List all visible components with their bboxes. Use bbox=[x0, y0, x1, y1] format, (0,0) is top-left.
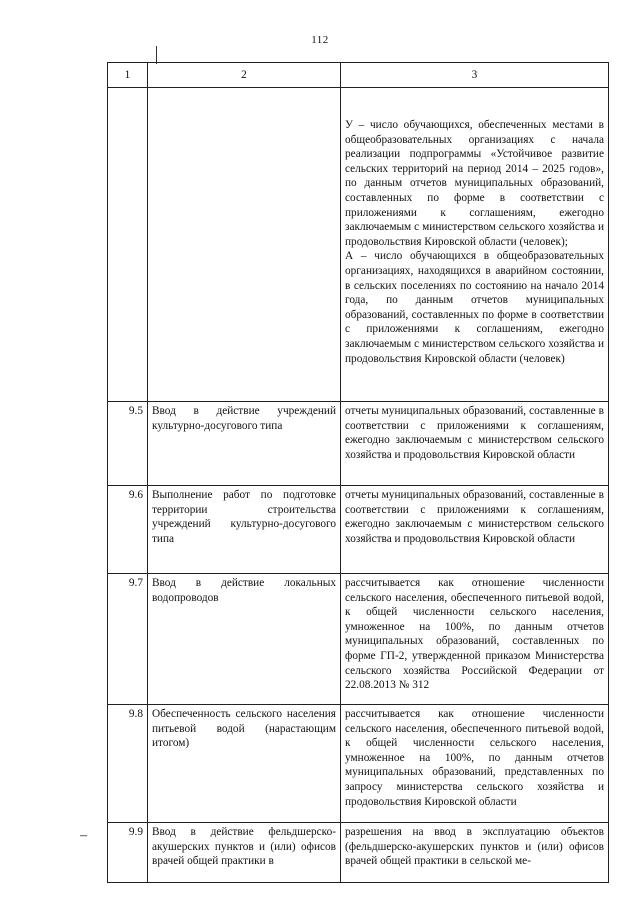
row-number: 9.6 bbox=[108, 486, 148, 574]
method-paragraph: отчеты муниципальных образований, составленные в соответствии с приложениями к соглашениям, ежегодно заключаемым с министерством сельского хозяйства и продовольствия Кировской области bbox=[345, 405, 604, 461]
column-header-number: 1 bbox=[108, 63, 148, 88]
method-paragraph: рассчитывается как отношение численности сельского населения, обеспеченного питьевой водой, к общей численности сельского населения, умноженное на 100%, по данным отчетов муниципальных образований, составленных по форме ГП-2, утвержденной приказом Министерства сельского хозяйства Российской Федерации от 22.08.2013 № 312 bbox=[345, 577, 604, 692]
method-paragraph: отчеты муниципальных образований, составленные в соответствии с приложениями к соглашениям, ежегодно заключаемым с министерством сельского хозяйства и продовольствия Кировской области bbox=[345, 489, 604, 545]
table-row bbox=[108, 88, 609, 402]
column-header-indicator: 2 bbox=[148, 63, 341, 88]
row-method bbox=[341, 402, 609, 486]
row-indicator: Выполнение работ по подготовке территории строительства учреждений культурно-досугового типа bbox=[148, 486, 341, 574]
row-number: 9.7 bbox=[108, 574, 148, 705]
table-row bbox=[108, 486, 609, 574]
method-paragraph-u: У – число обучающихся, обеспеченных местами в общеобразовательных организациях с начала реализации подпрограммы «Устойчивое развитие сельских территорий на период 2014 – 2025 годов», по данным отчетов муниципальных образований, составленных по форме в соответствии с приложениями к соглашениям, ежегодно заключаемым с министерством сельского хозяйства и продовольствия Кировской области (человек); bbox=[345, 119, 604, 248]
method-paragraph-a: А – число обучающихся в общеобразовательных организациях, находящихся в аварийном состоянии, в сельских поселениях по состоянию на начало 2014 года, по данным отчетов муниципальных образований, составленных по форме в соответствии с приложениями к соглашениям, ежегодно заключаемым с министерством сельского хозяйства и продовольствия Кировской области (человек) bbox=[345, 250, 604, 365]
row-method bbox=[341, 486, 609, 574]
row-method bbox=[341, 574, 609, 705]
row-indicator: Ввод в действие учреждений культурно-досугового типа bbox=[148, 402, 341, 486]
table-row bbox=[108, 574, 609, 705]
method-paragraph: рассчитывается как отношение численности сельского населения, обеспеченного питьевой водой, к общей численности сельского населения, умноженное на 100%, по данным отчетов муниципальных образований, представленных по запросу министерства сельского хозяйства и продовольствия Кировской области bbox=[345, 708, 604, 808]
row-indicator bbox=[148, 88, 341, 402]
table-row bbox=[108, 823, 609, 883]
row-method bbox=[341, 88, 609, 402]
margin-dash: – bbox=[80, 828, 87, 843]
table-header-row bbox=[108, 63, 609, 88]
table-row bbox=[108, 705, 609, 823]
row-indicator: Обеспеченность сельского населения питьевой водой (нарастающим итогом) bbox=[148, 705, 341, 823]
table-row bbox=[108, 402, 609, 486]
row-method bbox=[341, 823, 609, 883]
row-number bbox=[108, 88, 148, 402]
row-number: 9.8 bbox=[108, 705, 148, 823]
row-indicator: Ввод в действие фельдшерско-акушерских пунктов и (или) офисов врачей общей практики в bbox=[148, 823, 341, 883]
row-method bbox=[341, 705, 609, 823]
page-number: 112 bbox=[311, 34, 329, 46]
column-header-method: 3 bbox=[341, 63, 609, 88]
method-paragraph: разрешения на ввод в эксплуатацию объектов (фельдшерско-акушерских пунктов и (или) офисов врачей общей практики в сельской ме- bbox=[345, 826, 604, 868]
row-number: 9.5 bbox=[108, 402, 148, 486]
row-number: 9.9 bbox=[108, 823, 148, 883]
row-indicator: Ввод в действие локальных водопроводов bbox=[148, 574, 341, 705]
indicators-table bbox=[107, 62, 609, 883]
